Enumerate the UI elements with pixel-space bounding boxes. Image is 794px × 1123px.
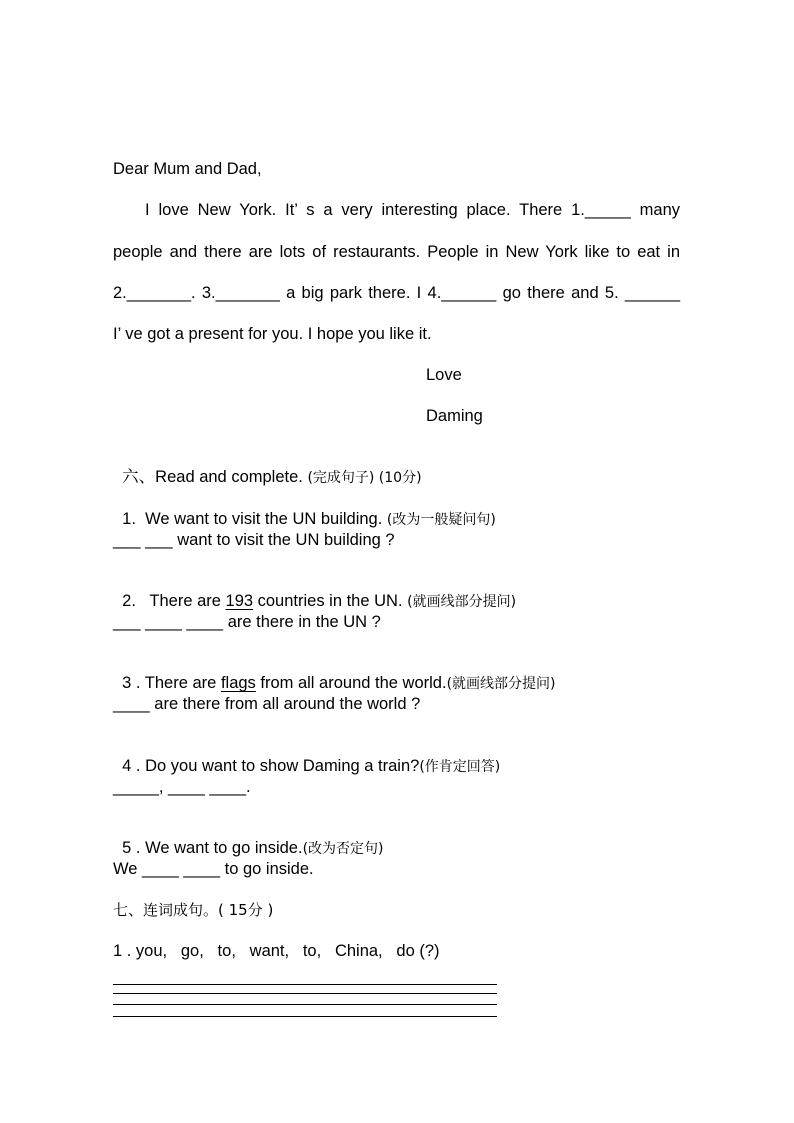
answer-6-3: ____ are there from all around the world ? [113, 695, 421, 713]
answer-line-1 [113, 984, 497, 985]
question-7-1: 1 . you, go, to, want, to, China, do (?) [113, 942, 440, 960]
question-6-1 [113, 489, 496, 530]
letter-paragraph-line-4: I’ ve got a present for you. I hope you like it. [113, 325, 432, 343]
question-6-3-underlined: flags [220, 674, 256, 692]
answer-line-4 [113, 1016, 497, 1017]
letter-paragraph-line-3: 2._______. 3._______ a big park there. I 4.______ go there and 5. ______ [113, 284, 680, 302]
question-6-1-text: 1. We want to visit the UN building. [122, 510, 387, 528]
question-6-2-underlined: 193 [225, 592, 254, 610]
question-6-5 [113, 818, 384, 859]
question-6-4 [113, 736, 500, 777]
answer-line-2 [113, 993, 497, 994]
letter-greeting: Dear Mum and Dad, [113, 160, 262, 178]
letter-paragraph-line-1: I love New York. It’ s a very interesting place. There 1._____ many [145, 201, 680, 219]
question-6-3-post: from all around the world. [255, 674, 447, 692]
question-6-2 [113, 571, 516, 612]
answer-6-4: _____, ____ ____. [113, 778, 251, 796]
question-6-3-hint: (就画线部分提问) [446, 676, 556, 692]
section-6-heading [113, 447, 422, 488]
letter-signature: Daming [426, 407, 483, 425]
question-6-4-hint: (作肯定回答) [419, 759, 501, 775]
question-6-5-hint: (改为否定句) [302, 841, 384, 857]
question-6-3 [113, 653, 556, 694]
question-6-2-pre: 2. There are [122, 592, 226, 610]
section-7-heading: 七、连词成句。( 15分 ) [113, 901, 274, 919]
letter-closing: Love [426, 366, 462, 384]
answer-line-3 [113, 1004, 497, 1005]
answer-6-5: We ____ ____ to go inside. [113, 860, 314, 878]
question-6-1-hint: (改为一般疑问句) [386, 512, 496, 528]
question-6-4-text: 4 . Do you want to show Daming a train? [122, 757, 420, 775]
question-6-2-post: countries in the UN. [253, 592, 408, 610]
question-6-3-pre: 3 . There are [122, 674, 221, 692]
section-6-title: 六、Read and complete. [122, 468, 308, 486]
question-6-5-text: 5 . We want to go inside. [122, 839, 303, 857]
answer-6-2: ___ ____ ____ are there in the UN ? [113, 613, 381, 631]
letter-paragraph-line-2: people and there are lots of restaurants. People in New York like to eat in [113, 243, 680, 261]
answer-6-1: ___ ___ want to visit the UN building ? [113, 531, 395, 549]
section-6-title-cn: (完成句子) (10分) [307, 470, 422, 486]
question-6-2-hint: (就画线部分提问) [407, 594, 517, 610]
